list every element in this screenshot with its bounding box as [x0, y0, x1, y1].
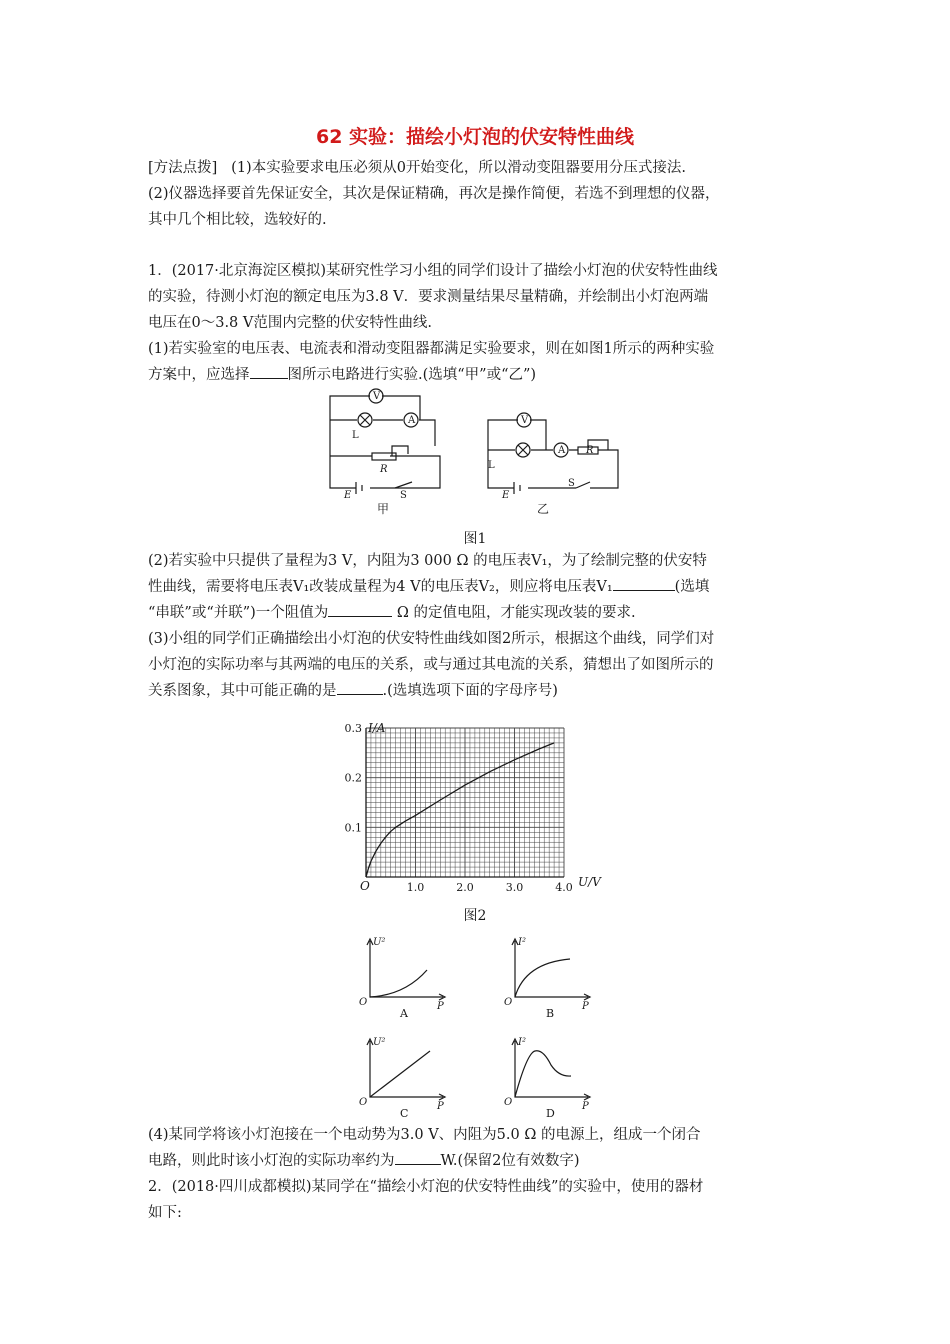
q1-part3-text-a: 关系图象，其中可能正确的是	[148, 683, 337, 699]
q1-part3-line-3	[148, 678, 808, 704]
method-line-2: (2)仪器选择要首先保证安全，其次是保证精确，再次是操作简便，若选不到理想的仪器，	[148, 186, 720, 202]
x-tick-label: 3.0	[505, 881, 524, 894]
method-line-3: 其中几个相比较，选较好的.	[148, 212, 327, 228]
q1-part3-line-1: (3)小组的同学们正确描绘出小灯泡的伏安特性曲线如图2所示，根据这个曲线，同学们对	[148, 631, 715, 647]
y-tick-label: 0.3	[344, 722, 362, 735]
method-line-1	[148, 155, 808, 181]
option-a-curve	[370, 970, 427, 997]
fig1-jia-R: R	[380, 464, 388, 475]
q1-part1-text-b: 图所示电路进行实验.(选填“甲”或“乙”)	[287, 367, 537, 383]
option-d-ylabel: I²	[518, 1037, 526, 1048]
figure-2-chart	[330, 720, 630, 900]
answer-blank-1[interactable]	[250, 362, 288, 379]
figure-1-caption: 图1	[463, 531, 487, 547]
q1-part2-line-2	[148, 574, 808, 600]
chart-y-label: I/A	[368, 721, 386, 735]
option-a-xlabel: P	[437, 1001, 444, 1012]
x-tick-label: 2.0	[456, 881, 474, 894]
option-a-origin: O	[359, 997, 368, 1008]
q2-line-1: 2．(2018·四川成都模拟)某同学在“描绘小灯泡的伏安特性曲线”的实验中，使用的器材	[148, 1179, 704, 1195]
q1-part3-line-2: 小灯泡的实际功率与其两端的电压的关系，或与通过其电流的关系，猜想出了如图所示的	[148, 657, 714, 673]
option-a-graph	[367, 939, 445, 1000]
y-tick-label: 0.1	[344, 821, 362, 835]
fig1-jia-A: A	[408, 415, 416, 426]
fig1-yi-E: E	[502, 490, 510, 501]
y-tick-label: 0.2	[344, 771, 362, 785]
option-b-xlabel: P	[582, 1001, 589, 1012]
chart-x-label: U/V	[578, 875, 601, 889]
option-c-ylabel: U²	[373, 1037, 386, 1048]
figure-2-caption: 图2	[463, 908, 487, 924]
x-tick-label: 4.0	[555, 881, 573, 894]
option-d-curve	[515, 1051, 571, 1097]
q1-intro-2: 的实验，待测小灯泡的额定电压为3.8 V．要求测量结果尽量精确，并绘制出小灯泡两端	[148, 289, 709, 305]
q1-part2-text-b: (选填	[674, 579, 710, 595]
option-graphs	[355, 935, 610, 1135]
option-d-graph	[512, 1039, 590, 1100]
q1-part2-text-a: 性曲线，需要将电压表V₁改装成量程为4 V的电压表V₂，则应将电压表V₁	[148, 579, 613, 595]
answer-blank-3[interactable]	[328, 600, 392, 617]
option-c-xlabel: P	[437, 1101, 444, 1112]
q1-part3-text-b: .(选填选项下面的字母序号)	[382, 683, 558, 699]
method-tag: [方法点拨]	[148, 160, 218, 176]
q1-part4-line-2	[148, 1148, 808, 1174]
option-b-graph	[512, 939, 590, 1000]
q1-part1-text-a: 方案中，应选择	[148, 367, 250, 383]
option-a-ylabel: U²	[373, 937, 386, 948]
fig1-yi-R: R	[586, 445, 594, 456]
q1-part1-line-2	[148, 362, 808, 388]
option-d-letter[interactable]: D	[546, 1107, 555, 1120]
q1-part4-line-1: (4)某同学将该小灯泡接在一个电动势为3.0 V、内阻为5.0 Ω 的电源上，组成一个闭合	[148, 1127, 701, 1143]
option-c-line	[370, 1051, 430, 1097]
fig1-jia-V: V	[373, 391, 381, 402]
q1-intro-1: 1．(2017·北京海淀区模拟)某研究性学习小组的同学们设计了描绘小灯泡的伏安特性曲线	[148, 263, 718, 279]
option-c-origin: O	[359, 1097, 368, 1108]
q1-part2-line-3	[148, 600, 808, 626]
method-text-1: (1)本实验要求电压必须从0开始变化，所以滑动变阻器要用分压式接法.	[231, 160, 687, 176]
option-a-letter[interactable]: A	[400, 1007, 408, 1020]
circuit-yi	[488, 413, 618, 494]
switch-icon	[395, 482, 412, 488]
fig1-yi-S: S	[568, 478, 575, 489]
option-b-ylabel: I²	[518, 937, 526, 948]
option-b-letter[interactable]: B	[546, 1007, 555, 1020]
fig1-yi-L: L	[488, 460, 495, 471]
q1-part2-text-c: “串联”或“并联”)一个阻值为	[148, 605, 329, 621]
fig1-jia-S: S	[400, 490, 407, 501]
page-title: 62 实验：描绘小灯泡的伏安特性曲线	[315, 126, 635, 148]
chart-grid	[366, 728, 564, 877]
option-c-graph	[367, 1039, 445, 1100]
switch-icon	[576, 482, 590, 488]
option-c-letter[interactable]: C	[400, 1107, 409, 1120]
option-b-curve	[515, 959, 570, 997]
q1-part4-unit: W.	[440, 1153, 458, 1169]
fig1-label-yi: 乙	[537, 502, 550, 516]
fig1-yi-V: V	[521, 415, 529, 426]
q1-part2-text-d: Ω 的定值电阻，才能实现改装的要求.	[392, 605, 636, 621]
x-tick-label: 1.0	[406, 881, 425, 894]
answer-blank-2[interactable]	[613, 574, 675, 591]
fig1-jia-E: E	[344, 490, 352, 501]
option-d-origin: O	[504, 1097, 513, 1108]
q1-part1-line-1: (1)若实验室的电压表、电流表和滑动变阻器都满足实验要求，则在如图1所示的两种实验	[148, 341, 715, 357]
q2-line-2: 如下:	[148, 1205, 182, 1221]
q1-intro-3: 电压在0～3.8 V范围内完整的伏安特性曲线.	[148, 315, 432, 331]
q1-part2-line-1: (2)若实验中只提供了量程为3 V，内阻为3 000 Ω 的电压表V₁，为了绘制完整的伏安特	[148, 553, 707, 569]
q1-part4-text-c: (保留2位有效数字)	[457, 1153, 580, 1169]
option-d-xlabel: P	[582, 1101, 589, 1112]
chart-origin-label: O	[360, 879, 370, 893]
circuit-jia	[330, 389, 440, 494]
option-b-origin: O	[504, 997, 513, 1008]
answer-blank-4[interactable]	[337, 678, 383, 695]
fig1-yi-A: A	[558, 445, 566, 456]
figure-1-circuits	[320, 388, 640, 520]
answer-blank-5[interactable]	[395, 1148, 441, 1165]
q1-part4-text-a: 电路，则此时该小灯泡的实际功率约为	[148, 1153, 395, 1169]
fig1-jia-L: L	[352, 430, 359, 441]
fig1-label-jia: 甲	[377, 502, 390, 516]
